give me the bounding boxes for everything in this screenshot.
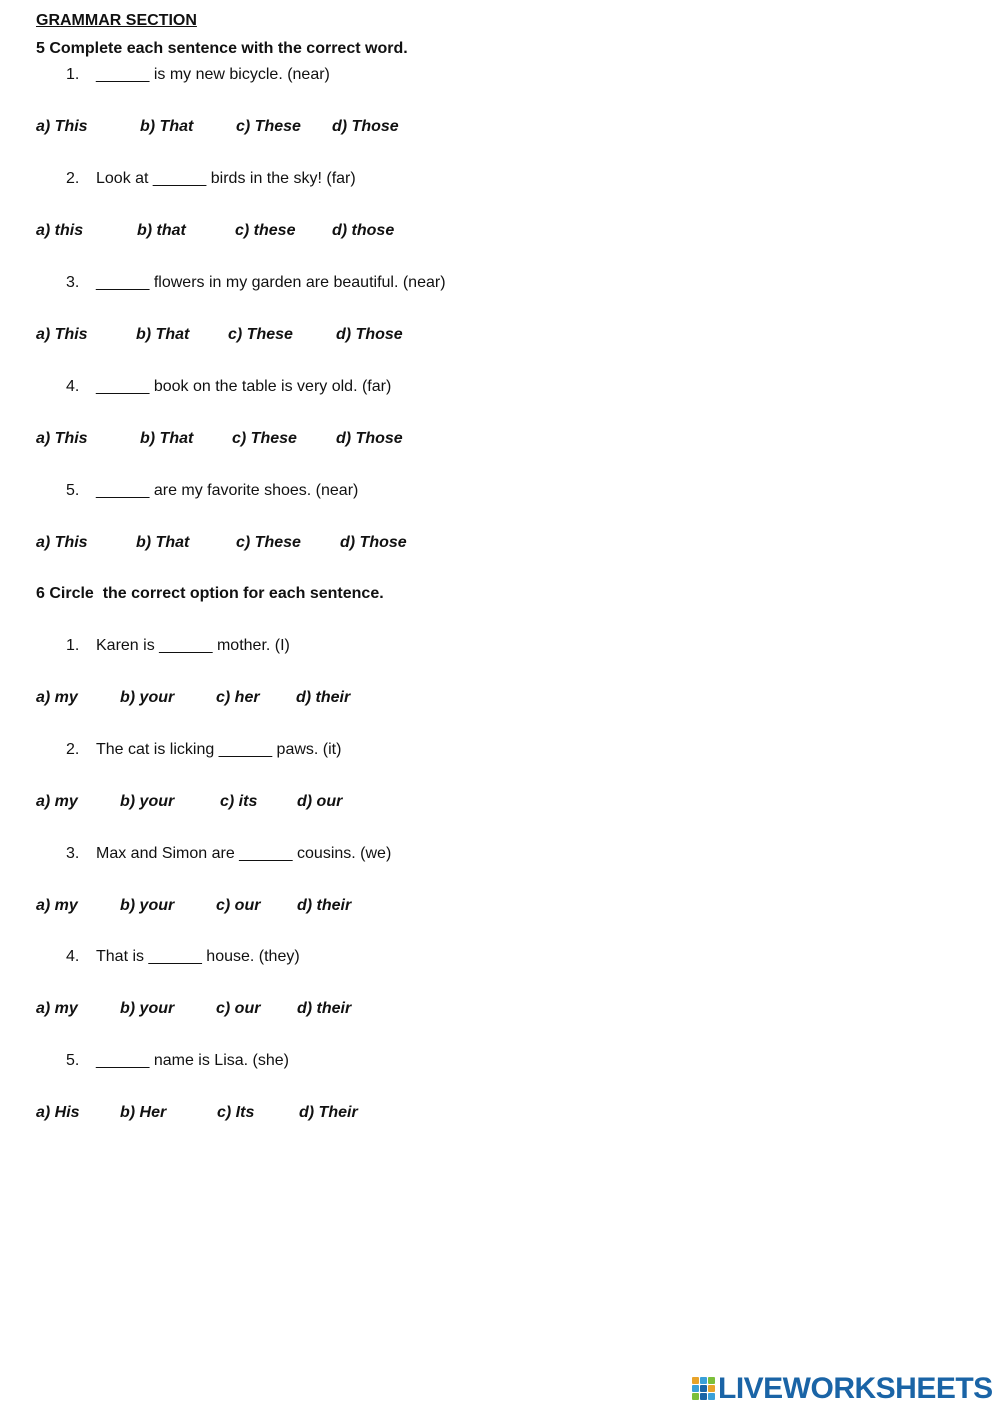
question-number: 4. <box>66 378 80 395</box>
question-text: ______ is my new bicycle. (near) <box>96 66 330 83</box>
option-a[interactable]: a) This <box>36 534 88 551</box>
option-b[interactable]: b) your <box>120 897 175 914</box>
option-a[interactable]: a) This <box>36 118 88 135</box>
question-text: ______ book on the table is very old. (far) <box>96 378 392 395</box>
question-text: Max and Simon are ______ cousins. (we) <box>96 845 392 862</box>
s6-question-5 <box>66 1052 289 1070</box>
s5-question-3 <box>66 274 446 292</box>
option-c[interactable]: c) Its <box>217 1104 255 1121</box>
option-c[interactable]: c) its <box>220 793 258 810</box>
option-a[interactable]: a) my <box>36 793 78 810</box>
option-d[interactable]: d) Those <box>332 118 399 135</box>
liveworksheets-logo[interactable] <box>692 1374 993 1404</box>
question-text: That is ______ house. (they) <box>96 948 300 965</box>
option-b[interactable]: b) That <box>136 534 190 551</box>
option-a[interactable]: a) my <box>36 897 78 914</box>
question-number: 2. <box>66 741 80 758</box>
option-c[interactable]: c) our <box>216 1000 261 1017</box>
option-b[interactable]: b) your <box>120 689 175 706</box>
option-d[interactable]: d) our <box>297 793 343 810</box>
option-d[interactable]: d) their <box>297 1000 352 1017</box>
question-number: 1. <box>66 66 80 83</box>
question-number: 5. <box>66 1052 80 1069</box>
question-text: ______ flowers in my garden are beautiful. (near) <box>96 274 446 291</box>
s5-question-5 <box>66 482 358 500</box>
worksheet-heading: GRAMMAR SECTION <box>36 12 197 29</box>
option-c[interactable]: c) these <box>235 222 296 239</box>
option-d[interactable]: d) Those <box>336 430 403 447</box>
section-5-title: 5 Complete each sentence with the correct word. <box>36 40 408 57</box>
option-c[interactable]: c) These <box>236 118 301 135</box>
s5-question-2 <box>66 170 356 188</box>
option-b[interactable]: b) that <box>137 222 186 239</box>
s5-question-1 <box>66 66 330 84</box>
option-a[interactable]: a) my <box>36 689 78 706</box>
option-c[interactable]: c) our <box>216 897 261 914</box>
question-number: 2. <box>66 170 80 187</box>
option-d[interactable]: d) those <box>332 222 395 239</box>
s6-question-3 <box>66 845 391 863</box>
question-number: 3. <box>66 845 80 862</box>
option-a[interactable]: a) This <box>36 430 88 447</box>
option-b[interactable]: b) That <box>140 430 194 447</box>
option-c[interactable]: c) These <box>228 326 293 343</box>
option-d[interactable]: d) Those <box>340 534 407 551</box>
question-text: Karen is ______ mother. (I) <box>96 637 290 654</box>
question-number: 3. <box>66 274 80 291</box>
question-text: Look at ______ birds in the sky! (far) <box>96 170 356 187</box>
option-b[interactable]: b) your <box>120 1000 175 1017</box>
s5-question-4 <box>66 378 391 396</box>
option-b[interactable]: b) That <box>140 118 194 135</box>
option-d[interactable]: d) Those <box>336 326 403 343</box>
s6-question-4 <box>66 948 300 966</box>
option-d[interactable]: d) their <box>297 897 352 914</box>
s6-question-1 <box>66 637 290 655</box>
question-text: The cat is licking ______ paws. (it) <box>96 741 342 758</box>
question-number: 1. <box>66 637 80 654</box>
section-6-title: 6 Circle the correct option for each sentence. <box>36 585 384 602</box>
option-c[interactable]: c) These <box>236 534 301 551</box>
option-b[interactable]: b) your <box>120 793 175 810</box>
option-d[interactable]: d) Their <box>299 1104 358 1121</box>
option-a[interactable]: a) This <box>36 326 88 343</box>
option-c[interactable]: c) her <box>216 689 260 706</box>
logo-text: LIVEWORKSHEETS <box>718 1372 993 1405</box>
question-text: ______ name is Lisa. (she) <box>96 1052 289 1069</box>
question-text: ______ are my favorite shoes. (near) <box>96 482 359 499</box>
option-b[interactable]: b) Her <box>120 1104 167 1121</box>
option-b[interactable]: b) That <box>136 326 190 343</box>
question-number: 4. <box>66 948 80 965</box>
option-a[interactable]: a) His <box>36 1104 80 1121</box>
s6-question-2 <box>66 741 341 759</box>
question-number: 5. <box>66 482 80 499</box>
option-a[interactable]: a) this <box>36 222 84 239</box>
option-d[interactable]: d) their <box>296 689 351 706</box>
logo-icon <box>692 1377 716 1401</box>
option-c[interactable]: c) These <box>232 430 297 447</box>
option-a[interactable]: a) my <box>36 1000 78 1017</box>
